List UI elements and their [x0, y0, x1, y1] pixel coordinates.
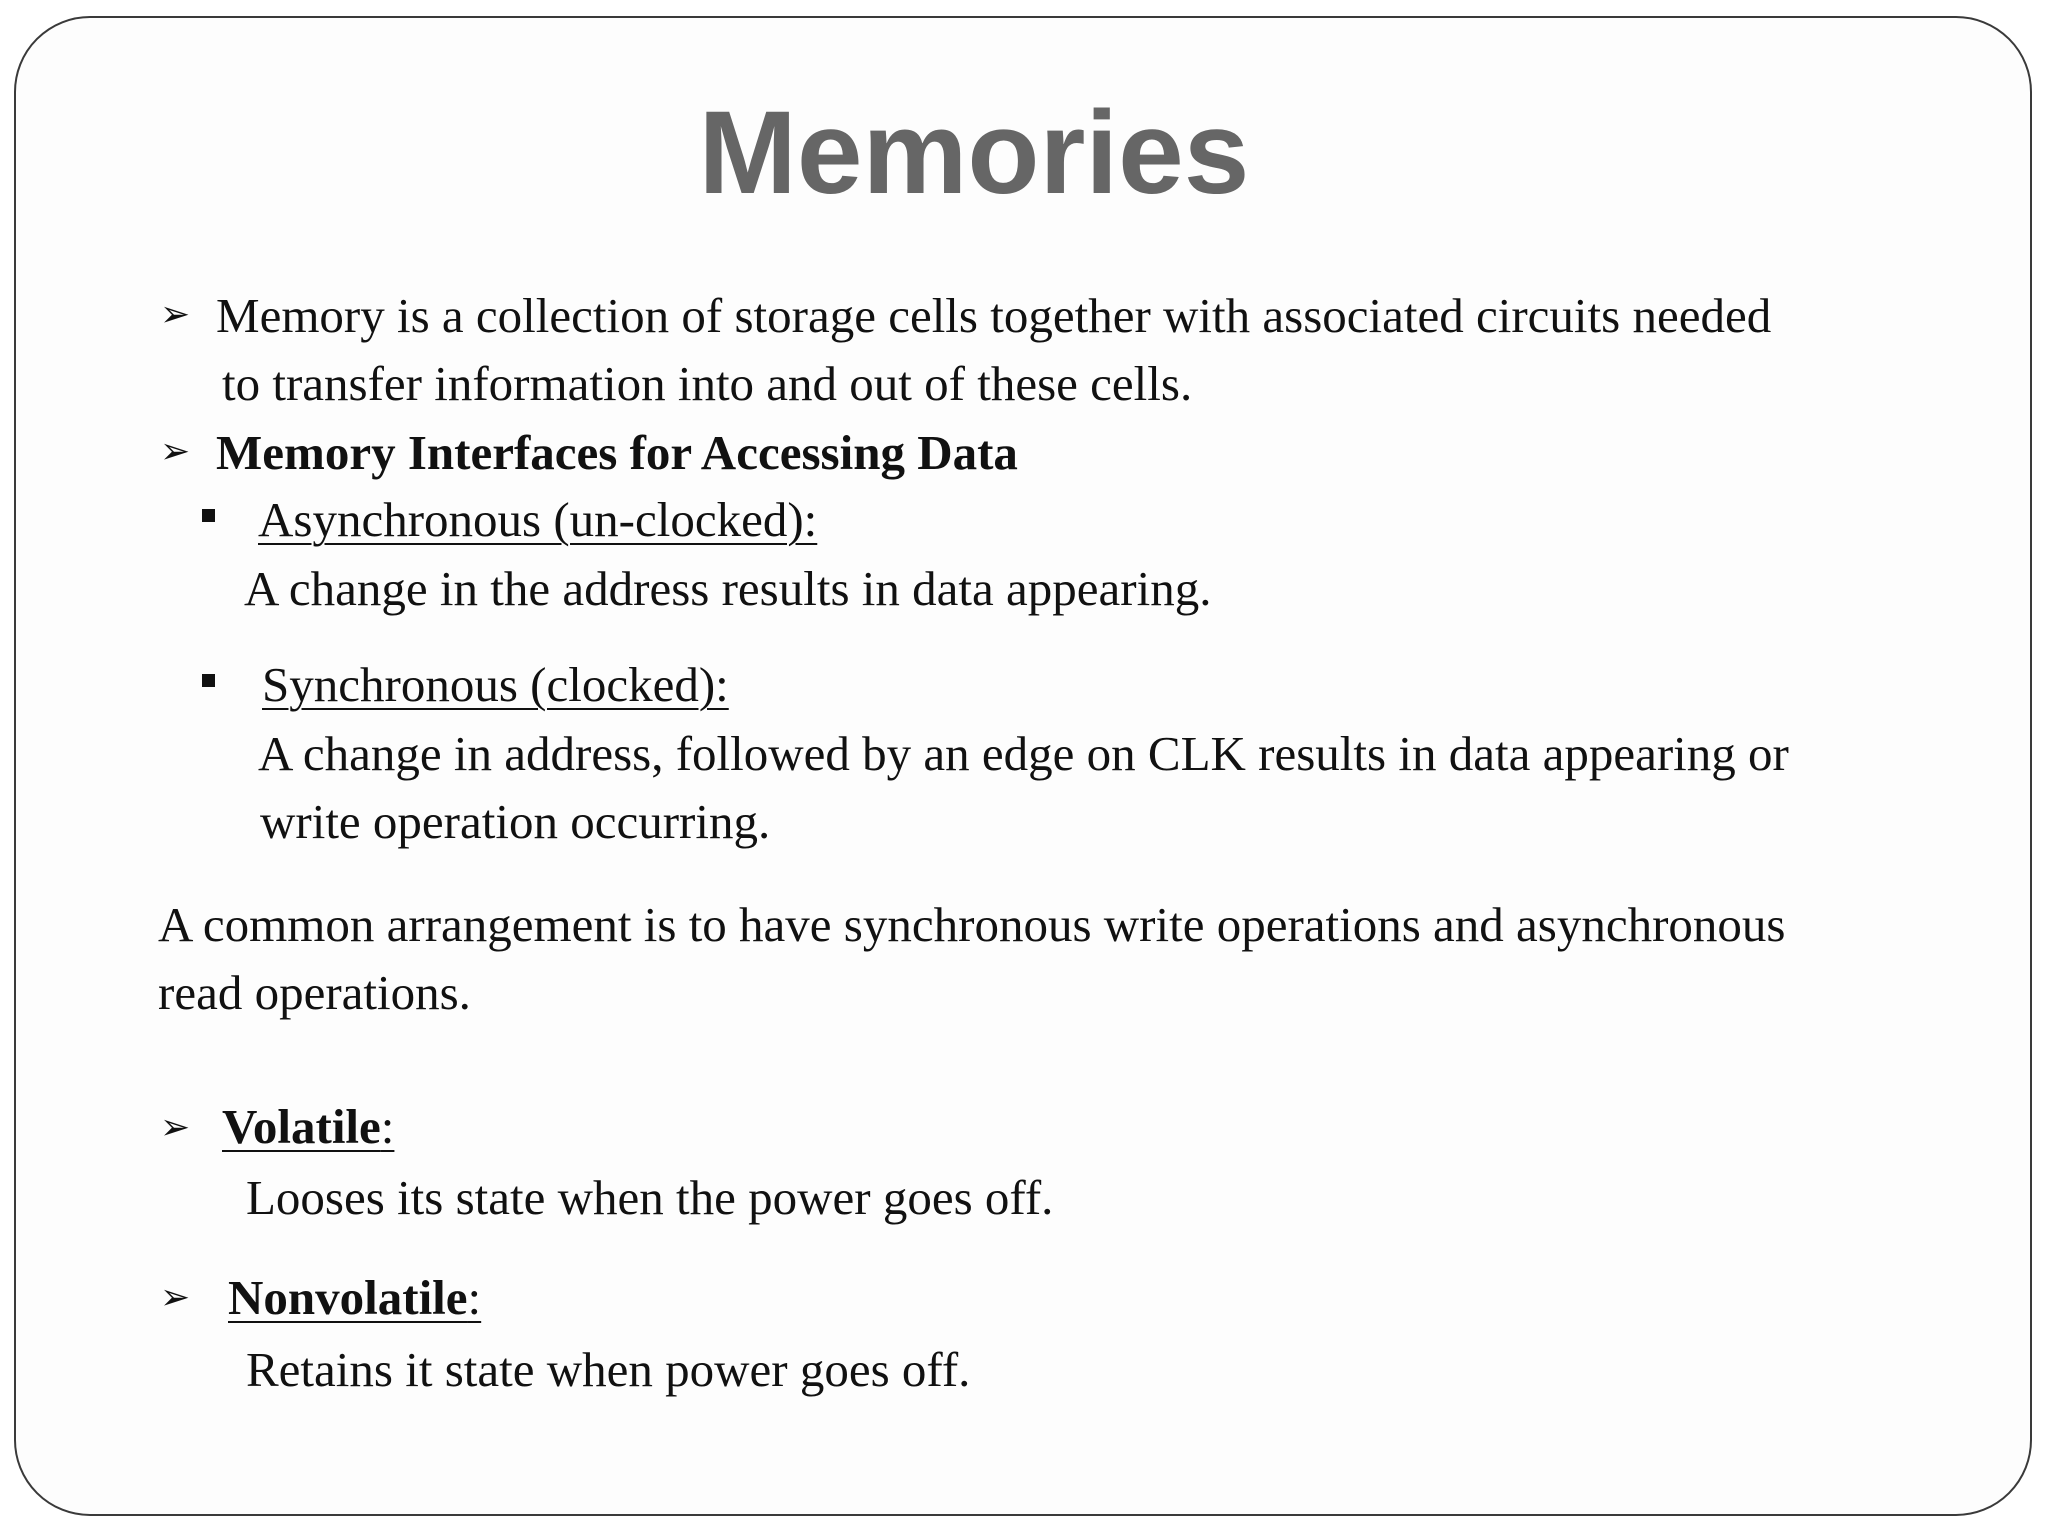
bullet-memory-definition-line1: Memory is a collection of storage cells together with associated circuits needed: [216, 288, 1772, 343]
sync-description-line1: A change in address, followed by an edge on CLK results in data appearing or: [258, 726, 1789, 781]
common-arrangement-line1: A common arrangement is to have synchronous write operations and asynchronous: [158, 897, 1786, 952]
volatile-heading: [222, 1097, 394, 1157]
volatile-description: Looses its state when the power goes off.: [246, 1170, 1054, 1225]
square-bullet-icon: [202, 509, 215, 522]
async-label: Asynchronous (un-clocked):: [258, 492, 818, 547]
volatile-label: Volatile: [222, 1099, 381, 1154]
nonvolatile-colon: :: [467, 1270, 482, 1325]
async-description: A change in the address results in data appearing.: [244, 561, 1212, 616]
volatile-colon: :: [380, 1099, 395, 1154]
arrow-bullet-icon: ➢: [160, 1277, 191, 1318]
arrow-bullet-icon: ➢: [160, 431, 191, 472]
arrow-bullet-icon: ➢: [160, 294, 191, 335]
nonvolatile-heading: [228, 1268, 481, 1328]
bullet-interfaces-heading: Memory Interfaces for Accessing Data: [216, 425, 1018, 480]
slide-title: Memories: [698, 87, 1250, 219]
bullet-memory-definition-line2: to transfer information into and out of these cells.: [222, 356, 1193, 411]
arrow-bullet-icon: ➢: [160, 1107, 191, 1148]
square-bullet-icon: [202, 674, 215, 687]
nonvolatile-description: Retains it state when power goes off.: [246, 1342, 971, 1397]
sync-label: Synchronous (clocked):: [262, 657, 729, 712]
common-arrangement-line2: read operations.: [158, 965, 471, 1020]
sync-description-line2: write operation occurring.: [260, 794, 771, 849]
nonvolatile-label: Nonvolatile: [228, 1270, 468, 1325]
